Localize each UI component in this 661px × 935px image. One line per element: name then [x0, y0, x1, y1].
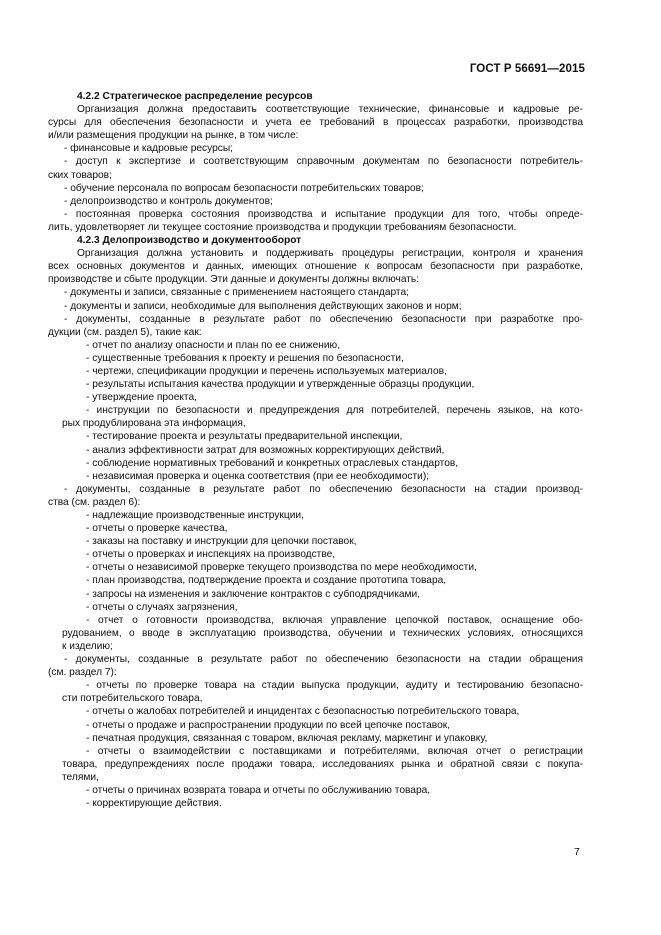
list-item: - документы, созданные в результате работ по обеспечению безопасности на стадии производ- [64, 483, 583, 495]
sub-list-item-continuation: телями, [62, 771, 99, 783]
list-item: - документы и записи, необходимые для выполнения действующих законов и норм; [64, 300, 462, 312]
sub-list-item: - результаты испытания качества продукции и утвержденные образцы продукции, [86, 379, 475, 391]
sub-list-item: - надлежащие производственные инструкции, [86, 510, 304, 521]
sub-list-item-continuation: сти потребительского товара, [62, 693, 203, 705]
page-number: 7 [574, 846, 580, 858]
paragraph-line: Организация должна установить и поддерживать процедуры регистрации, контроля и хранения [77, 248, 583, 260]
sub-list-item: - отчеты о независимой проверке текущего производства по мере необходимости, [86, 562, 477, 574]
sub-list-item: - отчеты о причинах возврата товара и отчеты по обслуживанию товара, [86, 784, 431, 796]
sub-list-item: - независимая проверка и оценка соответствия (при ее необходимости); [86, 470, 430, 482]
sub-list-item: - отчеты о проверках и инспекциях на производстве, [86, 549, 336, 561]
sub-list-item: - отчеты о жалобах потребителей и инцидентах с безопасностью потребительского товара, [86, 706, 520, 718]
paragraph-line: всех основных документов и данных, имеющих отношение к вопросам безопасности при разработке, [48, 261, 583, 273]
section-heading: 4.2.3 Делопроизводство и документооборот [77, 235, 302, 247]
list-item: - делопроизводство и контроль документов; [64, 195, 273, 207]
sub-list-item-continuation: рых продублирована эта информация, [62, 418, 246, 430]
paragraph-line: лить, удовлетворяет ли текущее состояние производства и продукции требованиям безопасности. [48, 221, 517, 233]
sub-list-item-continuation: к изделию; [62, 640, 113, 652]
sub-list-item: - запросы на изменения и заключение контрактов с субподрядчиками, [86, 588, 421, 600]
paragraph-line: ства (см. раздел 6): [48, 496, 141, 508]
sub-list-item: - отчет по анализу опасности и план по ее снижению, [86, 339, 341, 351]
sub-list-item: - существенные требования к проекту и решения по безопасности, [86, 352, 404, 364]
document-body [48, 90, 583, 810]
sub-list-item: - соблюдение нормативных требований и конкретных отраслевых стандартов, [86, 457, 459, 469]
sub-list-item: - отчеты по проверке товара на стадии выпуска продукции, аудиту и тестированию безопасно- [86, 680, 583, 692]
list-item: - документы, созданные в результате работ по обеспечению безопасности на стадии обращения [64, 654, 583, 666]
standard-code-header: ГОСТ Р 56691—2015 [469, 63, 585, 75]
list-item: - документы и записи, связанные с применением настоящего стандарта; [64, 287, 409, 299]
sub-list-item: - отчеты о взаимодействии с поставщиками и потребителями, включая отчет о регистрации [86, 745, 583, 757]
section-heading: 4.2.2 Стратегическое распределение ресурсов [77, 91, 313, 102]
sub-list-item: - анализ эффективности затрат для возможных корректирующих действий, [86, 444, 445, 456]
sub-list-item: - утверждение проекта, [86, 392, 197, 404]
list-item: - доступ к экспертизе и соответствующим справочным документам по безопасности потребитель- [64, 156, 583, 168]
sub-list-item: - тестирование проекта и результаты предварительной инспекции, [86, 431, 403, 443]
list-item: - обучение персонала по вопросам безопасности потребительских товаров; [64, 182, 424, 194]
sub-list-item: - инструкции по безопасности и предупреждения для потребителей, перечень языков, на кото- [86, 405, 583, 417]
paragraph-line: Организация должна предоставить соответствующие технические, финансовые и кадровые ре- [77, 104, 583, 116]
sub-list-item: - отчеты о случаях загрязнения, [86, 601, 238, 613]
list-item: - финансовые и кадровые ресурсы; [64, 143, 234, 155]
paragraph-line: производстве и сбыте продукции. Эти данные и документы должны включать: [48, 274, 420, 286]
list-item: - постоянная проверка состояния производства и испытание продукции для того, чтобы опреде- [64, 208, 583, 220]
sub-list-item: - корректирующие действия. [86, 798, 222, 810]
sub-list-item-continuation: рудованием, о вводе в эксплуатацию производства, обучении и технических условиях, относящихся [62, 627, 583, 639]
list-item: - документы, созданные в результате работ по обеспечению безопасности при разработке про- [64, 313, 583, 325]
sub-list-item: - чертежи, спецификации продукции и перечень используемых материалов, [86, 365, 447, 377]
paragraph-line: ских товаров; [48, 169, 112, 181]
sub-list-item: - отчет о готовности производства, включая управление цепочкой поставок, оснащение обо- [86, 614, 583, 626]
sub-list-item-continuation: товара, предупреждениях после продажи товара, исследованиях рынка и обратной связи с покупа- [62, 758, 583, 770]
sub-list-item: - отчеты о проверке качества, [86, 523, 228, 535]
sub-list-item: - отчеты о продаже и распространении продукции по всей цепочке поставок, [86, 719, 451, 731]
paragraph-line: и/или размещения продукции на рынке, в том числе: [48, 130, 299, 142]
sub-list-item: - печатная продукция, связанная с товаром, включая рекламу, маркетинг и упаковку, [86, 732, 488, 744]
sub-list-item: - заказы на поставку и инструкции для цепочки поставок, [86, 536, 357, 548]
paragraph-line: сурсы для обеспечения безопасности и учета ее требований в процессах разработки, производства [48, 117, 583, 129]
paragraph-line: дукции (см. раздел 5), такие как: [48, 326, 202, 338]
paragraph-line: (см. раздел 7): [48, 667, 117, 679]
sub-list-item: - план производства, подтверждение проекта и создание прототипа товара, [86, 575, 447, 587]
